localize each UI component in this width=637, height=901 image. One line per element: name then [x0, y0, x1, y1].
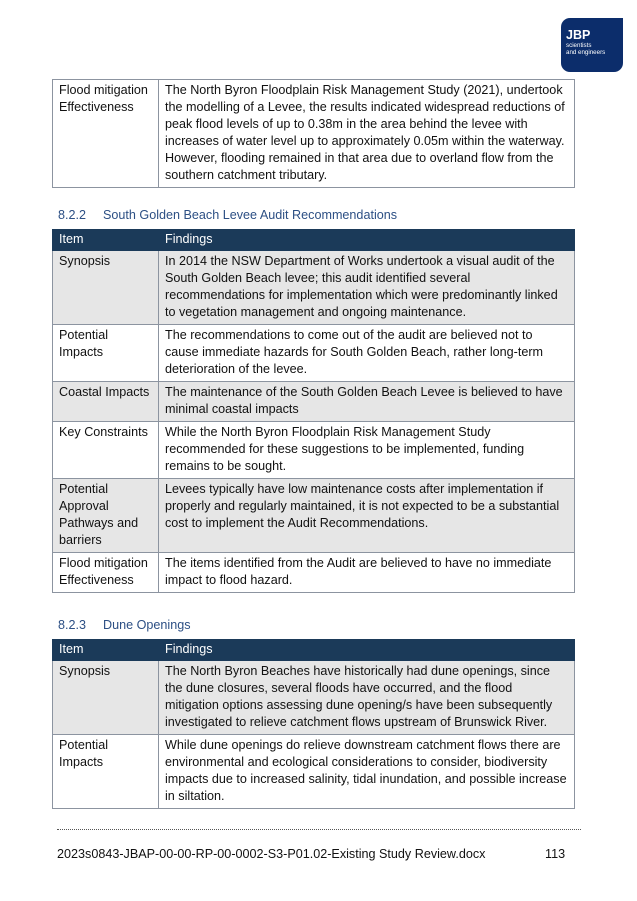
- column-header-item: Item: [53, 640, 159, 661]
- table-row: [53, 661, 575, 735]
- item-cell: Flood mitigation Effectiveness: [53, 80, 159, 188]
- table-header-row: [53, 640, 575, 661]
- logo-tagline: [566, 43, 605, 56]
- levee-audit-table: [52, 229, 575, 593]
- column-header-findings: Findings: [159, 640, 575, 661]
- table-row: [53, 735, 575, 809]
- section-title: South Golden Beach Levee Audit Recommendations: [103, 208, 398, 222]
- footer-document-reference: 2023s0843-JBAP-00-00-RP-00-0002-S3-P01.02-Existing Study Review.docx: [57, 847, 486, 861]
- column-header-item: Item: [53, 230, 159, 251]
- item-cell: Potential Impacts: [53, 735, 159, 809]
- item-cell: Potential Impacts: [53, 325, 159, 382]
- item-cell: Flood mitigation Effectiveness: [53, 553, 159, 593]
- jbp-logo: [561, 18, 623, 72]
- findings-cell: In 2014 the NSW Department of Works undertook a visual audit of the South Golden Beach levee; this audit identified several recommendations for implementation which were predominantly linked to vegetation management and ongoing maintenance.: [159, 251, 575, 325]
- findings-cell: The maintenance of the South Golden Beach Levee is believed to have minimal coastal impacts: [159, 382, 575, 422]
- logo-tagline-line-1: scientists: [566, 42, 592, 49]
- table-row: [53, 422, 575, 479]
- item-cell: Synopsis: [53, 251, 159, 325]
- continued-findings-table: [52, 79, 575, 188]
- table-row: [53, 479, 575, 553]
- table-row: [53, 325, 575, 382]
- findings-cell: While the North Byron Floodplain Risk Management Study recommended for these suggestions to be implemented, funding remains to be sought.: [159, 422, 575, 479]
- dune-openings-table: [52, 639, 575, 809]
- findings-cell: The recommendations to come out of the audit are believed not to cause immediate hazards for South Golden Beach, rather long-term deterioration of the levee.: [159, 325, 575, 382]
- item-cell: Key Constraints: [53, 422, 159, 479]
- findings-cell: Levees typically have low maintenance costs after implementation if properly and regularly maintained, it is not expected to be a substantial cost to implement the Audit Recommendations.: [159, 479, 575, 553]
- section-title: Dune Openings: [103, 618, 191, 632]
- findings-cell: The North Byron Floodplain Risk Management Study (2021), undertook the modelling of a Levee, the results indicated widespread reductions of peak flood levels of up to 0.38m in the area behind the levee with increases of water level up to approximately 0.05m within the waterway. However, flooding remained in that area due to overland flow from the southern catchment tributary.: [159, 80, 575, 188]
- table-row: [53, 80, 575, 188]
- table-row: [53, 251, 575, 325]
- findings-cell: The North Byron Beaches have historically had dune openings, since the dune closures, several floods have occurred, and the flood mitigation options assessing dune opening/s have been subsequently investigated to relieve catchment flows upstream of Brunswick River.: [159, 661, 575, 735]
- section-number: 8.2.3: [58, 618, 87, 632]
- item-cell: Coastal Impacts: [53, 382, 159, 422]
- section-number: 8.2.2: [58, 208, 87, 222]
- column-header-findings: Findings: [159, 230, 575, 251]
- item-cell: Synopsis: [53, 661, 159, 735]
- findings-cell: While dune openings do relieve downstream catchment flows there are environmental and ecological considerations to consider, biodiversity impacts due to increased salinity, tidal inundation, and possible increase in siltation.: [159, 735, 575, 809]
- table-row: [53, 553, 575, 593]
- section-heading-823: [58, 618, 191, 632]
- logo-brand: JBP: [566, 28, 591, 42]
- item-cell: Potential Approval Pathways and barriers: [53, 479, 159, 553]
- page-number: 113: [545, 847, 566, 861]
- section-heading-822: [58, 208, 397, 222]
- findings-cell: The items identified from the Audit are believed to have no immediate impact to flood hazard.: [159, 553, 575, 593]
- table-header-row: [53, 230, 575, 251]
- footer-divider: [57, 829, 581, 830]
- table-row: [53, 382, 575, 422]
- logo-tagline-line-2: and engineers: [566, 48, 606, 56]
